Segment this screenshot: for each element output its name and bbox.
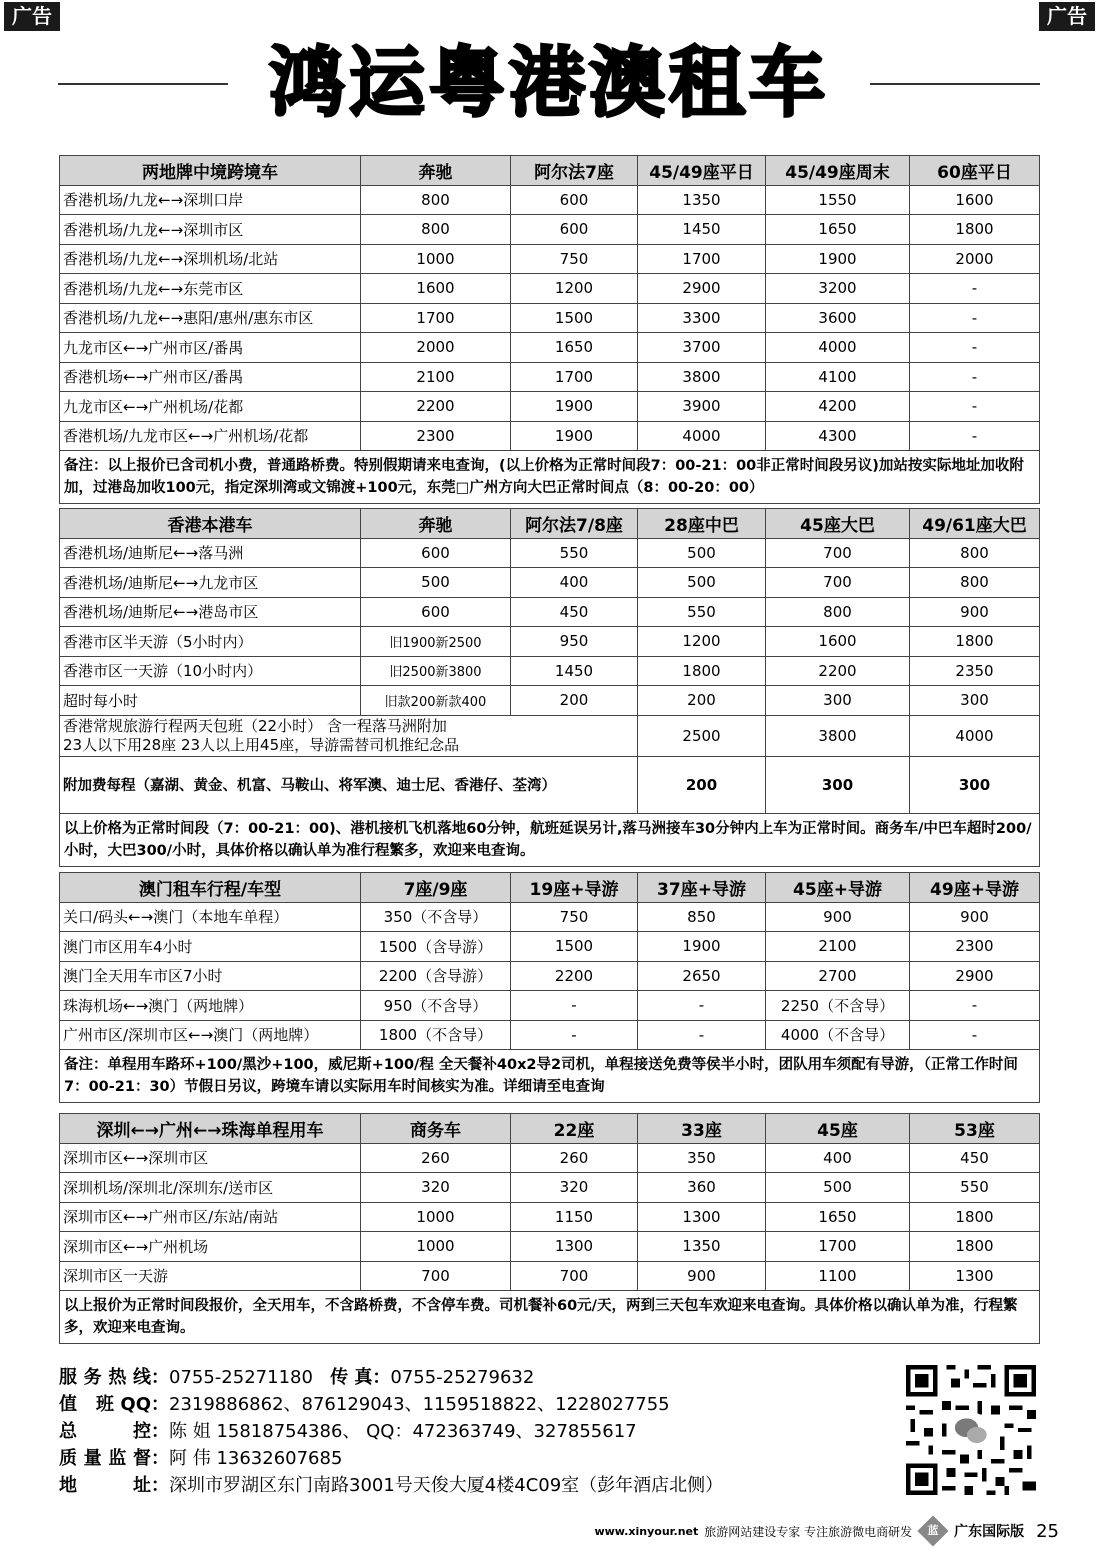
price-cell: 950: [511, 627, 638, 657]
price-cell: 4000: [638, 421, 766, 451]
price-cell: 300: [910, 756, 1040, 813]
price-cell: 260: [511, 1143, 638, 1173]
price-cell: 500: [638, 568, 766, 598]
price-cell: 320: [361, 1173, 511, 1203]
route-cell: 珠海机场←→澳门（两地牌）: [60, 991, 361, 1021]
price-cell: 900: [638, 1261, 766, 1291]
note-row: [60, 813, 1040, 866]
table-note: 备注：以上报价已含司机小费，普通路桥费。特别假期请来电查询，(以上价格为正常时间段7：00-21：00非正常时间段另议)加站按实际地址加收附加，过港岛加收100元，指定深圳湾或文锦渡+100元，东莞□广州方向大巴正常时间点（8：00-20：00）: [60, 451, 1040, 504]
price-cell: 2200: [361, 392, 511, 422]
price-cell: 1100: [766, 1261, 910, 1291]
price-cell: 1900: [511, 421, 638, 451]
price-cell: 1000: [361, 1232, 511, 1262]
price-cell: 1300: [511, 1232, 638, 1262]
note-row: [60, 1291, 1040, 1344]
column-header: 53座: [910, 1114, 1040, 1144]
price-cell: 1800: [910, 1232, 1040, 1262]
table-row: [60, 568, 1040, 598]
price-cell: 600: [511, 185, 638, 215]
price-cell: -: [511, 1020, 638, 1050]
price-cell: 260: [361, 1143, 511, 1173]
column-header: 阿尔法7/8座: [511, 509, 638, 539]
section-title-cell: 深圳←→广州←→珠海单程用车: [60, 1114, 361, 1144]
table-row: [60, 1202, 1040, 1232]
route-cell: 九龙市区←→广州机场/花都: [60, 392, 361, 422]
price-cell: 1200: [511, 274, 638, 304]
macau-price-table: [59, 872, 1040, 1103]
price-cell: 旧款200新款400: [361, 686, 511, 716]
price-cell: 1350: [638, 1232, 766, 1262]
price-cell: 900: [766, 902, 910, 932]
price-cell: 350: [638, 1143, 766, 1173]
header-row: [60, 1114, 1040, 1144]
table-note: 以上价格为正常时间段（7：00-21：00)、港机接机飞机落地60分钟，航班延误另计,落马洲接车30分钟内上车为正常时间。商务车/中巴车超时200/小时，大巴300/小时，具体价格以确认单为准行程繁多，欢迎来电查询。: [60, 813, 1040, 866]
price-cell: 1600: [361, 274, 511, 304]
note-row: [60, 451, 1040, 504]
route-cell: 香港机场/九龙市区←→广州机场/花都: [60, 421, 361, 451]
price-cell: 2000: [910, 244, 1040, 274]
page-title: 鸿运粤港澳租车: [269, 38, 829, 127]
price-cell: 600: [361, 597, 511, 627]
price-cell: 600: [511, 215, 638, 245]
column-header: 阿尔法7座: [511, 156, 638, 186]
price-cell: -: [910, 274, 1040, 304]
manager-label: 总 控: [59, 1421, 151, 1442]
fax-number: 0755-25279632: [390, 1367, 535, 1388]
price-cell: -: [910, 421, 1040, 451]
qq-numbers: 2319886862、876129043、1159518822、1228027755: [169, 1394, 670, 1415]
price-cell: 1700: [638, 244, 766, 274]
price-cell: 1700: [766, 1232, 910, 1262]
table-row: [60, 902, 1040, 932]
column-header: 19座+导游: [511, 873, 638, 903]
table-row: [60, 1143, 1040, 1173]
price-cell: 3700: [638, 333, 766, 363]
edition-label: 广东国际版: [954, 1524, 1025, 1540]
table-row: [60, 991, 1040, 1021]
cross-border-rows: [60, 156, 1040, 504]
table-note: 以上报价为正常时间段报价，全天用车，不含路桥费，不含停车费。司机餐补60元/天，两到三天包车欢迎来电查询。具体价格以确认单为准，行程繁多，欢迎来电查询。: [60, 1291, 1040, 1344]
price-cell: 2300: [910, 932, 1040, 962]
table-row: [60, 686, 1040, 716]
price-cell: 450: [910, 1143, 1040, 1173]
package-line-2: 23人以下用28座 23人以上用45座，导游需替司机推纪念品: [63, 735, 460, 754]
price-cell: 900: [910, 597, 1040, 627]
price-cell: 1700: [361, 303, 511, 333]
price-cell: 300: [910, 686, 1040, 716]
price-cell: -: [910, 303, 1040, 333]
route-cell: 深圳市区一天游: [60, 1261, 361, 1291]
price-cell: 750: [511, 244, 638, 274]
table-row: [60, 362, 1040, 392]
price-cell: 2350: [910, 656, 1040, 686]
route-cell: 澳门全天用车市区7小时: [60, 961, 361, 991]
table-row: [60, 215, 1040, 245]
contact-address-row: 地 址：深圳市罗湖区东门南路3001号天俊大厦4楼4C09室（彭年酒店北侧）: [59, 1472, 879, 1499]
route-cell: 广州市区/深圳市区←→澳门（两地牌）: [60, 1020, 361, 1050]
table-row: [60, 1261, 1040, 1291]
route-cell: 香港机场/迪斯尼←→九龙市区: [60, 568, 361, 598]
table-row: [60, 961, 1040, 991]
price-cell: 3300: [638, 303, 766, 333]
price-cell: 400: [766, 1143, 910, 1173]
table-row: [60, 421, 1040, 451]
footer-slogan: 旅游网站建设专家 专注旅游微电商研发: [704, 1524, 913, 1539]
price-cell: 1150: [511, 1202, 638, 1232]
price-cell: 2000: [361, 333, 511, 363]
price-cell: 2200: [766, 656, 910, 686]
price-cell: 2650: [638, 961, 766, 991]
price-cell: 1650: [766, 215, 910, 245]
price-cell: 300: [766, 686, 910, 716]
price-cell: 3200: [766, 274, 910, 304]
hotline-number: 0755-25271180: [169, 1367, 313, 1388]
price-cell: 800: [766, 597, 910, 627]
price-cell: 3600: [766, 303, 910, 333]
price-cell: 2900: [910, 961, 1040, 991]
route-cell: 香港机场/九龙←→深圳口岸: [60, 185, 361, 215]
title-divider-left: [58, 83, 228, 85]
supervise-label: 质量监督: [59, 1448, 151, 1469]
price-cell: 1800: [638, 656, 766, 686]
table-row: [60, 1173, 1040, 1203]
price-cell: 1900: [766, 244, 910, 274]
column-header: 7座/9座: [361, 873, 511, 903]
route-cell: 九龙市区←→广州市区/番禺: [60, 333, 361, 363]
price-cell: 1450: [638, 215, 766, 245]
contact-supervise-row: 质量监督：阿 伟 13632607685: [59, 1445, 879, 1472]
price-cell: 1800: [910, 215, 1040, 245]
price-cell: 1900: [638, 932, 766, 962]
price-cell: 4000（不含导）: [766, 1020, 910, 1050]
price-cell: 1500（含导游）: [361, 932, 511, 962]
package-row: [60, 715, 1040, 756]
price-cell: 200: [638, 756, 766, 813]
publisher-logo-icon: 蓝: [918, 1515, 949, 1546]
package-line-1: 香港常规旅游行程两天包班（22小时） 含一程落马洲附加: [63, 716, 447, 735]
table-row: [60, 333, 1040, 363]
price-cell: 320: [511, 1173, 638, 1203]
price-cell: 旧1900新2500: [361, 627, 511, 657]
price-cell: 4000: [766, 333, 910, 363]
price-cell: 450: [511, 597, 638, 627]
price-cell: 2200: [511, 961, 638, 991]
route-cell: 香港市区一天游（10小时内）: [60, 656, 361, 686]
price-cell: 2300: [361, 421, 511, 451]
footer-url[interactable]: www.xinyour.net: [594, 1524, 699, 1538]
price-cell: -: [910, 392, 1040, 422]
column-header: 22座: [511, 1114, 638, 1144]
price-cell: 200: [511, 686, 638, 716]
table-row: [60, 1020, 1040, 1050]
macau-rows: [60, 873, 1040, 1103]
price-cell: 200: [638, 686, 766, 716]
table-row: [60, 538, 1040, 568]
route-cell: 香港机场/九龙←→东莞市区: [60, 274, 361, 304]
route-cell: 香港机场/迪斯尼←→落马洲: [60, 538, 361, 568]
price-cell: 1500: [511, 932, 638, 962]
table-row: [60, 244, 1040, 274]
price-cell: 500: [766, 1173, 910, 1203]
price-cell: 500: [638, 538, 766, 568]
note-row: [60, 1050, 1040, 1103]
column-header: 45/49座平日: [638, 156, 766, 186]
route-cell: 深圳市区←→广州机场: [60, 1232, 361, 1262]
title-divider-right: [870, 83, 1040, 85]
price-cell: 1000: [361, 244, 511, 274]
package-description: [60, 715, 638, 756]
ad-tag-right: 广告: [1039, 2, 1095, 31]
column-header: 45/49座周末: [766, 156, 910, 186]
contact-qq-row: 值 班QQ：2319886862、876129043、1159518822、1228027755: [59, 1391, 879, 1418]
route-cell: 香港机场←→广州市区/番禺: [60, 362, 361, 392]
price-cell: 750: [511, 902, 638, 932]
price-cell: 1800: [910, 627, 1040, 657]
contact-manager-row: 总 控：陈 姐 15818754386、 QQ：472363749、327855617: [59, 1418, 879, 1445]
price-cell: 1300: [910, 1261, 1040, 1291]
price-cell: 2100: [361, 362, 511, 392]
table-row: [60, 1232, 1040, 1262]
price-cell: -: [910, 991, 1040, 1021]
route-cell: 深圳机场/深圳北/深圳东/送市区: [60, 1173, 361, 1203]
price-cell: 1900: [511, 392, 638, 422]
address-label: 地 址: [59, 1475, 151, 1496]
route-cell: 香港机场/九龙←→惠阳/惠州/惠东市区: [60, 303, 361, 333]
price-cell: 2250（不含导）: [766, 991, 910, 1021]
column-header: 商务车: [361, 1114, 511, 1144]
column-header: 49/61座大巴: [910, 509, 1040, 539]
column-header: 45座: [766, 1114, 910, 1144]
hongkong-local-rows: [60, 509, 1040, 867]
route-cell: 香港机场/迪斯尼←→港岛市区: [60, 597, 361, 627]
price-cell: 350（不含导）: [361, 902, 511, 932]
address-text: 深圳市罗湖区东门南路3001号天俊大厦4楼4C09室（彭年酒店北侧）: [169, 1475, 724, 1496]
price-cell: 2500: [638, 715, 766, 756]
qq-label: 值 班QQ: [59, 1394, 151, 1415]
price-cell: -: [910, 1020, 1040, 1050]
price-cell: 950（不含导）: [361, 991, 511, 1021]
column-header: 奔驰: [361, 156, 511, 186]
price-cell: 550: [910, 1173, 1040, 1203]
table-row: [60, 656, 1040, 686]
column-header: 奔驰: [361, 509, 511, 539]
manager-info: 陈 姐 15818754386、 QQ：472363749、327855617: [169, 1421, 637, 1442]
table-row: [60, 185, 1040, 215]
price-cell: 800: [910, 538, 1040, 568]
contact-block: [59, 1364, 879, 1499]
table-row: [60, 274, 1040, 304]
route-cell: 关口/码头←→澳门（本地车单程）: [60, 902, 361, 932]
supervise-info: 阿 伟 13632607685: [169, 1448, 343, 1469]
column-header: 37座+导游: [638, 873, 766, 903]
column-header: 33座: [638, 1114, 766, 1144]
column-header: 60座平日: [910, 156, 1040, 186]
price-cell: 360: [638, 1173, 766, 1203]
price-cell: 4000: [910, 715, 1040, 756]
surcharge-label: 附加费每程（嘉湖、黄金、机富、马鞍山、将军澳、迪士尼、香港仔、荃湾）: [60, 756, 638, 813]
column-header: 45座+导游: [766, 873, 910, 903]
fax-label: 传 真: [330, 1367, 373, 1388]
header-row: [60, 873, 1040, 903]
price-cell: 1800: [910, 1202, 1040, 1232]
price-cell: 1300: [638, 1202, 766, 1232]
price-cell: 3800: [638, 362, 766, 392]
route-cell: 香港机场/九龙←→深圳机场/北站: [60, 244, 361, 274]
price-cell: 700: [766, 568, 910, 598]
price-cell: 1200: [638, 627, 766, 657]
price-cell: 800: [361, 215, 511, 245]
price-cell: 800: [910, 568, 1040, 598]
price-cell: 1600: [766, 627, 910, 657]
price-cell: -: [910, 333, 1040, 363]
price-cell: 1600: [910, 185, 1040, 215]
price-cell: 1000: [361, 1202, 511, 1232]
price-cell: 4300: [766, 421, 910, 451]
table-row: [60, 597, 1040, 627]
price-cell: 700: [361, 1261, 511, 1291]
price-cell: 1650: [766, 1202, 910, 1232]
page-footer: [594, 1520, 1059, 1542]
header-row: [60, 156, 1040, 186]
price-cell: 3900: [638, 392, 766, 422]
price-cell: 400: [511, 568, 638, 598]
price-cell: 1650: [511, 333, 638, 363]
surcharge-row: [60, 756, 1040, 813]
price-cell: 1800（不含导）: [361, 1020, 511, 1050]
page-number: 25: [1036, 1520, 1059, 1542]
price-cell: 旧2500新3800: [361, 656, 511, 686]
route-cell: 香港市区半天游（5小时内）: [60, 627, 361, 657]
price-cell: 2700: [766, 961, 910, 991]
price-cell: -: [638, 1020, 766, 1050]
price-cell: 500: [361, 568, 511, 598]
price-cell: 550: [638, 597, 766, 627]
section-title-cell: 香港本港车: [60, 509, 361, 539]
table-note: 备注：单程用车路环+100/黑沙+100，威尼斯+100/程 全天餐补40x2导2司机，单程接送免费等侯半小时，团队用车须配有导游，（正常工作时间7：00-21：30）节假日另议，跨境车请以实际用车时间核实为准。详细请至电查询: [60, 1050, 1040, 1103]
shenzhen-guangzhou-price-table: [59, 1113, 1040, 1344]
ad-tag-left: 广告: [4, 2, 60, 31]
price-cell: 1550: [766, 185, 910, 215]
price-cell: 550: [511, 538, 638, 568]
price-cell: -: [638, 991, 766, 1021]
route-cell: 澳门市区用车4小时: [60, 932, 361, 962]
price-cell: 1450: [511, 656, 638, 686]
price-cell: 300: [766, 756, 910, 813]
route-cell: 深圳市区←→广州市区/东站/南站: [60, 1202, 361, 1232]
price-cell: 800: [361, 185, 511, 215]
route-cell: 超时每小时: [60, 686, 361, 716]
cross-border-price-table: [59, 155, 1040, 504]
price-cell: 850: [638, 902, 766, 932]
column-header: 49座+导游: [910, 873, 1040, 903]
table-row: [60, 627, 1040, 657]
column-header: 45座大巴: [766, 509, 910, 539]
section-title-cell: 澳门租车行程/车型: [60, 873, 361, 903]
price-cell: 2100: [766, 932, 910, 962]
wechat-qr-code: [906, 1365, 1036, 1495]
price-cell: 1700: [511, 362, 638, 392]
price-cell: 3800: [766, 715, 910, 756]
price-cell: 4200: [766, 392, 910, 422]
route-cell: 深圳市区←→深圳市区: [60, 1143, 361, 1173]
price-cell: 700: [766, 538, 910, 568]
column-header: 28座中巴: [638, 509, 766, 539]
route-cell: 香港机场/九龙←→深圳市区: [60, 215, 361, 245]
table-row: [60, 303, 1040, 333]
table-row: [60, 932, 1040, 962]
price-cell: -: [910, 362, 1040, 392]
table-row: [60, 392, 1040, 422]
shenzhen-guangzhou-rows: [60, 1114, 1040, 1344]
hongkong-local-price-table: [59, 508, 1040, 867]
hotline-label: 服务热线: [59, 1367, 151, 1388]
section-title-cell: 两地牌中境跨境车: [60, 156, 361, 186]
price-cell: 700: [511, 1261, 638, 1291]
price-cell: 1350: [638, 185, 766, 215]
price-cell: 2900: [638, 274, 766, 304]
price-cell: -: [511, 991, 638, 1021]
header-row: [60, 509, 1040, 539]
contact-hotline-row: 服务热线：0755-25271180 传 真：0755-25279632: [59, 1364, 879, 1391]
price-cell: 4100: [766, 362, 910, 392]
price-cell: 600: [361, 538, 511, 568]
price-cell: 2200（含导游）: [361, 961, 511, 991]
price-cell: 900: [910, 902, 1040, 932]
price-cell: 1500: [511, 303, 638, 333]
title-banner: [58, 38, 1040, 128]
